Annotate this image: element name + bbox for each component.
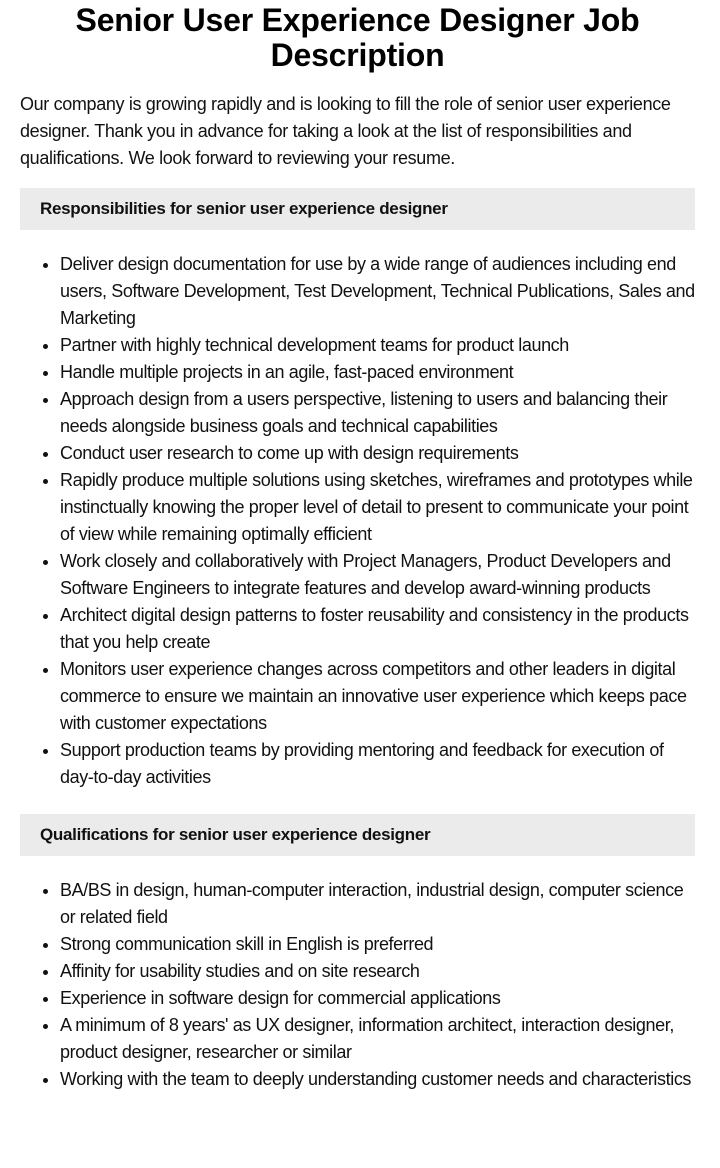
- list-item: Experience in software design for commercial applications: [60, 985, 695, 1012]
- list-item: Working with the team to deeply understanding customer needs and characteristics: [60, 1066, 695, 1093]
- list-item: Rapidly produce multiple solutions using sketches, wireframes and prototypes while instinctually knowing the proper level of detail to present to communicate your point of view while remaining optimally efficient: [60, 467, 695, 548]
- responsibilities-heading: Responsibilities for senior user experience designer: [20, 188, 695, 230]
- qualifications-list: [20, 877, 695, 1093]
- list-item: Architect digital design patterns to foster reusability and consistency in the products that you help create: [60, 602, 695, 656]
- page-title: Senior User Experience Designer Job Description: [75, 2, 640, 73]
- list-item: Handle multiple projects in an agile, fast-paced environment: [60, 359, 695, 386]
- list-item: Strong communication skill in English is preferred: [60, 931, 695, 958]
- intro-paragraph: Our company is growing rapidly and is looking to fill the role of senior user experience designer. Thank you in advance for taking a look at the list of responsibilities and qualifications. We look forward to reviewing your resume.: [20, 94, 671, 168]
- list-item: Conduct user research to come up with design requirements: [60, 440, 695, 467]
- list-item: BA/BS in design, human-computer interaction, industrial design, computer science or related field: [60, 877, 695, 931]
- list-item: Monitors user experience changes across competitors and other leaders in digital commerce to ensure we maintain an innovative user experience which keeps pace with customer expectations: [60, 656, 695, 737]
- list-item: Support production teams by providing mentoring and feedback for execution of day-to-day activities: [60, 737, 695, 791]
- list-item: Work closely and collaboratively with Project Managers, Product Developers and Software Engineers to integrate features and develop award-winning products: [60, 548, 695, 602]
- list-item: Deliver design documentation for use by a wide range of audiences including end users, Software Development, Test Development, Technical Publications, Sales and Marketing: [60, 251, 695, 332]
- list-item: Approach design from a users perspective, listening to users and balancing their needs alongside business goals and technical capabilities: [60, 386, 695, 440]
- list-item: A minimum of 8 years' as UX designer, information architect, interaction designer, product designer, researcher or similar: [60, 1012, 695, 1066]
- responsibilities-list: [20, 251, 695, 791]
- qualifications-heading: Qualifications for senior user experience designer: [20, 814, 695, 856]
- list-item: Partner with highly technical development teams for product launch: [60, 332, 695, 359]
- list-item: Affinity for usability studies and on site research: [60, 958, 695, 985]
